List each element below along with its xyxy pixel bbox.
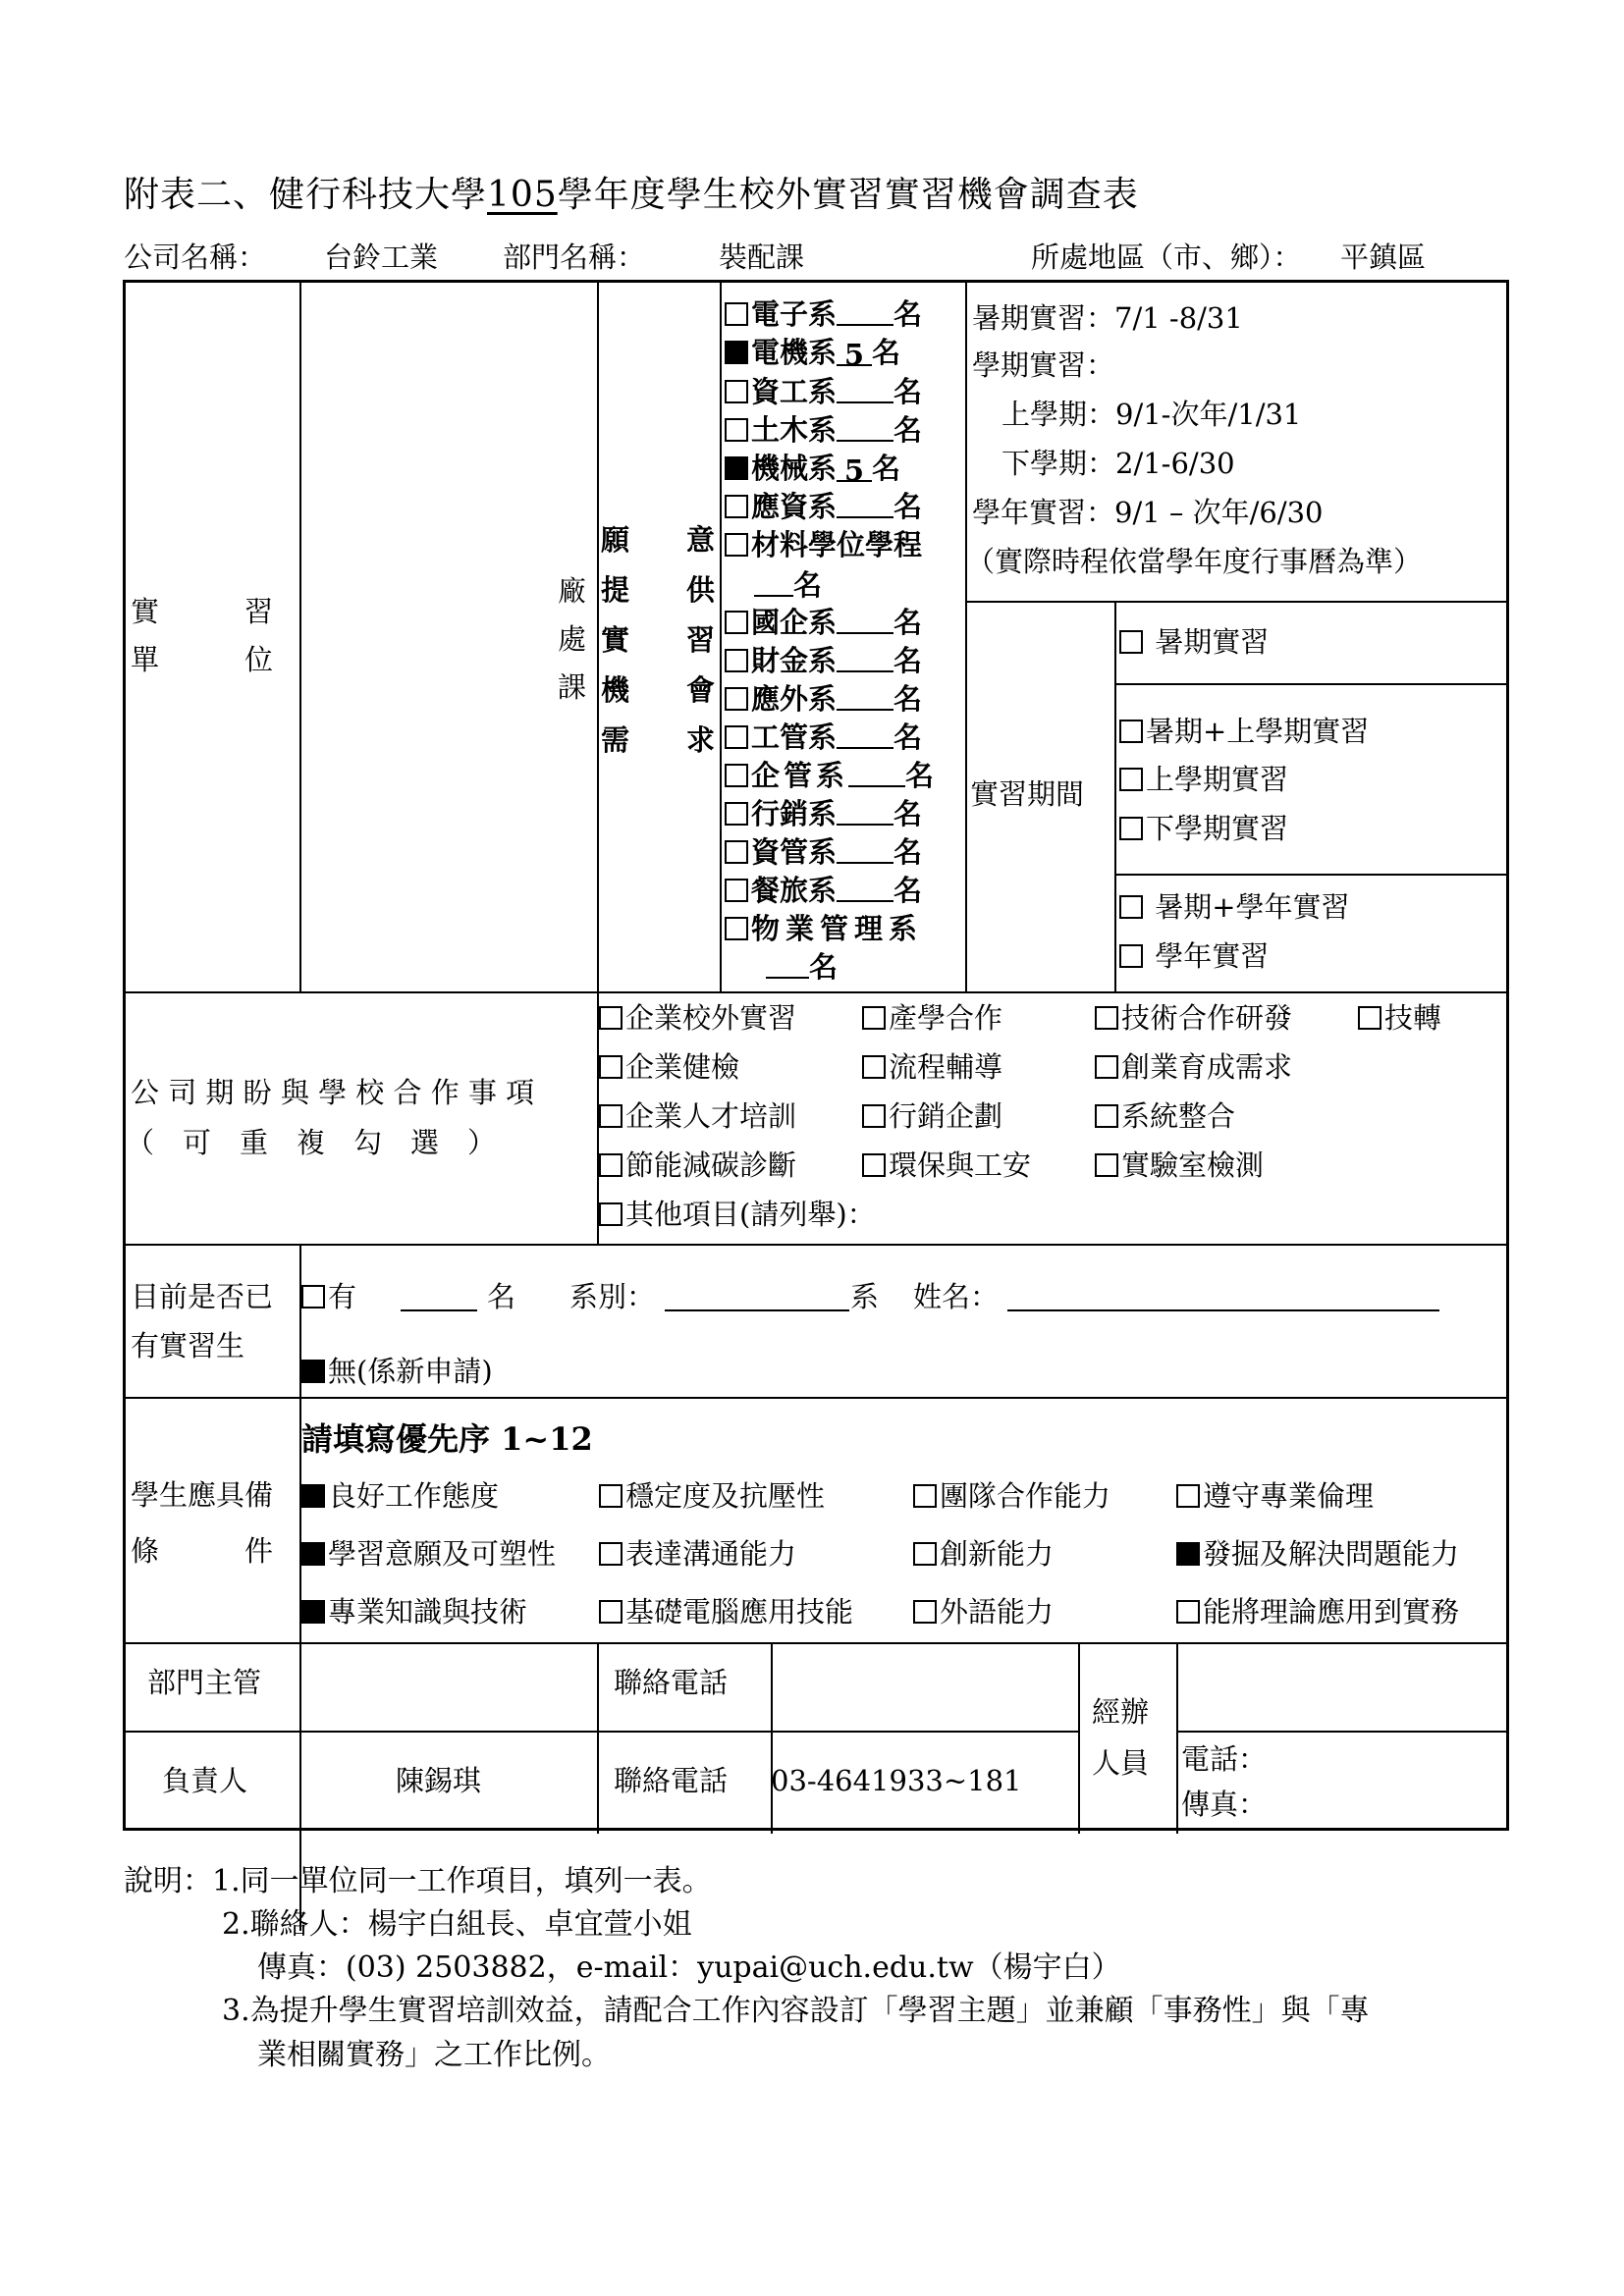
checkbox-icon[interactable] [1119,768,1143,791]
factory-label-2: 處 [558,622,587,656]
dept-item[interactable]: 應資系 名 [725,493,922,521]
dept-item[interactable]: 應外系 名 [725,685,922,714]
checkbox-icon[interactable] [862,1104,886,1128]
requirements-heading: 請填寫優先序 1~12 [301,1420,593,1458]
cooperation-option[interactable]: 系統整合 [1095,1102,1235,1131]
unit-label-bottom: 單 位 [131,643,274,676]
supply-label-4: 機 會 [601,673,716,707]
period-label: 實習期間 [970,777,1085,811]
checkbox-icon[interactable] [725,764,748,787]
cooperation-option[interactable]: 節能減碳診斷 [599,1151,796,1180]
current-label-1: 目前是否已 [131,1280,274,1313]
title-suffix: 學年度學生校外實習實習機會調查表 [557,175,1139,215]
cooperation-option[interactable]: 實驗室檢測 [1095,1151,1264,1180]
period-option[interactable]: 暑期+學年實習 [1119,893,1350,922]
unit-label-top: 實 習 [131,595,274,628]
checkbox-icon[interactable] [725,879,748,902]
dept-item[interactable]: 行銷系 名 [725,800,922,828]
dept-item[interactable]: 土木系 名 [725,416,922,445]
note-line-3: 傳真：(03) 2503882，e-mail：yupai@uch.edu.tw（楊宇白） [257,1950,1121,1985]
dept-item[interactable]: 材料學位學程 [725,531,922,560]
checkbox-icon[interactable] [599,1542,623,1566]
handler-tel-label: 電話： [1181,1742,1268,1776]
factory-label-3: 課 [558,670,587,704]
requirements-label-2: 條 件 [131,1534,274,1568]
checkbox-icon[interactable] [1119,944,1143,968]
page-title [124,167,1139,217]
cooperation-option[interactable]: 其他項目(請列舉)： [599,1201,876,1229]
checkbox-icon[interactable] [599,1104,623,1128]
dept-name-label: 部門名稱： [503,240,646,274]
period-option[interactable]: 暑期+上學期實習 [1119,718,1369,746]
note-line-2: 2.聯絡人：楊宇白組長、卓宜萱小姐 [222,1907,692,1942]
checkbox-icon[interactable] [301,1484,325,1508]
checkbox-icon[interactable] [1176,1484,1200,1508]
checkbox-icon[interactable] [301,1360,325,1383]
period-option[interactable]: 下學期實習 [1119,815,1288,843]
checkbox-icon[interactable] [1119,817,1143,840]
manager-phone-label: 聯絡電話 [614,1666,729,1699]
note-line-4: 3.為提升學生實習培訓效益，請配合工作內容設訂「學習主題」並兼顧「事務性」與「專 [222,1994,1370,2028]
checkbox-icon[interactable] [725,687,748,711]
dept-item[interactable]: 機械系 5 名 [725,454,900,483]
checkbox-icon[interactable] [599,1600,623,1624]
requirements-label-1: 學生應具備 [131,1478,274,1512]
current-dept-label: 系別： [569,1280,656,1313]
checkbox-icon[interactable] [301,1600,325,1624]
checkbox-icon[interactable] [1095,1006,1118,1030]
dept-item[interactable]: 資工系 名 [725,378,922,406]
owner-label: 負責人 [162,1764,248,1797]
cooperation-option[interactable]: 產學合作 [862,1004,1002,1033]
title-prefix: 附表二、健行科技大學 [124,175,488,215]
dept-item[interactable]: 電子系 名 [725,300,922,329]
owner-phone-value[interactable]: 03-4641933~181 [771,1764,1022,1797]
cooperation-option[interactable]: 企業人才培訓 [599,1102,796,1131]
schedule-note: （實際時程依當學年度行事曆為準） [966,545,1423,578]
requirement-option[interactable]: 外語能力 [913,1598,1054,1627]
owner-value[interactable]: 陳錫琪 [396,1764,482,1797]
checkbox-icon[interactable] [1176,1600,1200,1624]
checkbox-icon[interactable] [599,1006,623,1030]
checkbox-icon[interactable] [1095,1153,1118,1177]
region-value[interactable]: 平鎮區 [1340,240,1427,274]
checkbox-icon[interactable] [1095,1055,1118,1079]
requirement-option[interactable]: 良好工作態度 [301,1482,499,1511]
requirement-option[interactable]: 能將理論應用到實務 [1176,1598,1459,1627]
region-label: 所處地區（市、鄉）： [1031,240,1302,274]
requirement-option[interactable]: 創新能力 [913,1540,1054,1569]
schedule-second-semester: 下學期：2/1-6/30 [1001,447,1235,480]
checkbox-icon[interactable] [1358,1006,1381,1030]
checkbox-icon[interactable] [725,840,748,864]
checkbox-icon[interactable] [725,725,748,749]
checkbox-icon[interactable] [1095,1104,1118,1128]
company-name-label: 公司名稱： [124,240,267,274]
checkbox-icon[interactable] [725,341,748,364]
current-count-blank[interactable] [401,1286,477,1311]
dept-item[interactable]: 企管系 名 [725,762,938,790]
checkbox-icon[interactable] [862,1006,886,1030]
checkbox-icon[interactable] [599,1055,623,1079]
current-name-label: 姓名： [913,1280,1000,1313]
dept-item[interactable]: 國企系 名 [725,609,922,637]
checkbox-icon[interactable] [725,456,748,480]
checkbox-icon[interactable] [1119,630,1143,654]
requirement-option[interactable]: 遵守專業倫理 [1176,1482,1374,1511]
requirement-option[interactable]: 基礎電腦應用技能 [599,1598,853,1627]
requirement-option[interactable]: 表達溝通能力 [599,1540,796,1569]
dept-item[interactable]: 物業管理系 [725,915,923,943]
checkbox-icon[interactable] [725,802,748,826]
dept-item[interactable]: 工管系 名 [725,723,922,752]
checkbox-icon[interactable] [725,917,748,940]
checkbox-icon[interactable] [301,1285,325,1308]
checkbox-icon[interactable] [725,380,748,403]
schedule-year: 學年實習：9/1 – 次年/6/30 [972,496,1324,529]
requirement-option[interactable]: 專業知識與技術 [301,1598,527,1627]
dept-name-value[interactable]: 裝配課 [719,240,805,274]
owner-phone-label: 聯絡電話 [614,1764,729,1797]
cooperation-option[interactable]: 技術合作研發 [1095,1004,1292,1033]
checkbox-icon[interactable] [725,495,748,518]
checkbox-icon[interactable] [599,1484,623,1508]
checkbox-icon[interactable] [1119,720,1143,743]
factory-label-1: 廠 [558,574,587,608]
handler-label-2: 人員 [1092,1746,1150,1780]
checkbox-icon[interactable] [725,302,748,326]
dept-item-count[interactable]: 名 [754,571,822,600]
dept-item[interactable]: 資管系 名 [725,838,922,867]
cooperation-option[interactable]: 創業育成需求 [1095,1053,1292,1082]
checkbox-icon[interactable] [913,1484,937,1508]
cooperation-label-2: （ 可 重 複 勾 選 ） [126,1126,497,1159]
requirement-option[interactable]: 穩定度及抗壓性 [599,1482,825,1511]
schedule-semester: 學期實習： [972,348,1115,382]
cooperation-option[interactable]: 企業校外實習 [599,1004,796,1033]
schedule-summer: 暑期實習：7/1 -8/31 [972,301,1243,335]
dept-item[interactable]: 電機系 5 名 [725,339,900,367]
cooperation-option[interactable]: 企業健檢 [599,1053,739,1082]
checkbox-icon[interactable] [599,1153,623,1177]
supply-label-5: 需 求 [601,723,716,757]
cooperation-option[interactable]: 流程輔導 [862,1053,1002,1082]
period-option[interactable]: 學年實習 [1119,942,1269,971]
dept-item[interactable]: 財金系 名 [725,647,922,675]
title-year[interactable]: 105 [487,175,558,215]
cooperation-option[interactable]: 行銷企劃 [862,1102,1002,1131]
supply-label-3: 實 習 [601,623,716,657]
checkbox-icon[interactable] [725,649,748,672]
requirement-option[interactable]: 團隊合作能力 [913,1482,1110,1511]
checkbox-icon[interactable] [913,1542,937,1566]
note-line-5: 業相關實務」之工作比例。 [257,2038,611,2072]
current-count-unit: 名 [487,1280,516,1313]
checkbox-icon[interactable] [1119,895,1143,919]
checkbox-icon[interactable] [913,1600,937,1624]
current-has-option[interactable]: 有 [301,1283,356,1311]
period-option[interactable]: 上學期實習 [1119,766,1288,794]
supply-label-1: 願 意 [601,523,716,557]
handler-label-1: 經辦 [1092,1695,1150,1729]
current-dept-blank[interactable] [665,1286,849,1311]
checkbox-icon[interactable] [599,1202,623,1226]
requirement-option[interactable]: 學習意願及可塑性 [301,1540,556,1569]
cooperation-label-1: 公 司 期 盼 與 學 校 合 作 事 項 [131,1076,535,1109]
handler-fax-label: 傳真： [1181,1788,1268,1821]
requirement-option[interactable]: 發掘及解決問題能力 [1176,1540,1459,1569]
company-name-value[interactable]: 台鈴工業 [324,240,439,274]
checkbox-icon[interactable] [862,1055,886,1079]
note-line-1: 說明：1.同一單位同一工作項目，填列一表。 [124,1864,712,1898]
current-none-option[interactable]: 無(係新申請) [301,1358,493,1386]
cooperation-option[interactable]: 環保與工安 [862,1151,1031,1180]
schedule-first-semester: 上學期：9/1-次年/1/31 [1001,398,1302,431]
checkbox-icon[interactable] [1176,1542,1200,1566]
current-name-blank[interactable] [1007,1286,1439,1311]
manager-label: 部門主管 [147,1666,262,1699]
checkbox-icon[interactable] [862,1153,886,1177]
current-dept-unit: 系 [850,1280,880,1313]
checkbox-icon[interactable] [725,533,748,557]
checkbox-icon[interactable] [725,418,748,442]
cooperation-option[interactable]: 技轉 [1358,1004,1441,1033]
current-label-2: 有實習生 [131,1329,245,1362]
dept-item[interactable]: 餐旅系 名 [725,877,922,905]
period-option[interactable]: 暑期實習 [1119,628,1269,657]
dept-item-count[interactable]: 名 [766,953,838,982]
checkbox-icon[interactable] [725,611,748,634]
supply-label-2: 提 供 [601,573,716,607]
checkbox-icon[interactable] [301,1542,325,1566]
